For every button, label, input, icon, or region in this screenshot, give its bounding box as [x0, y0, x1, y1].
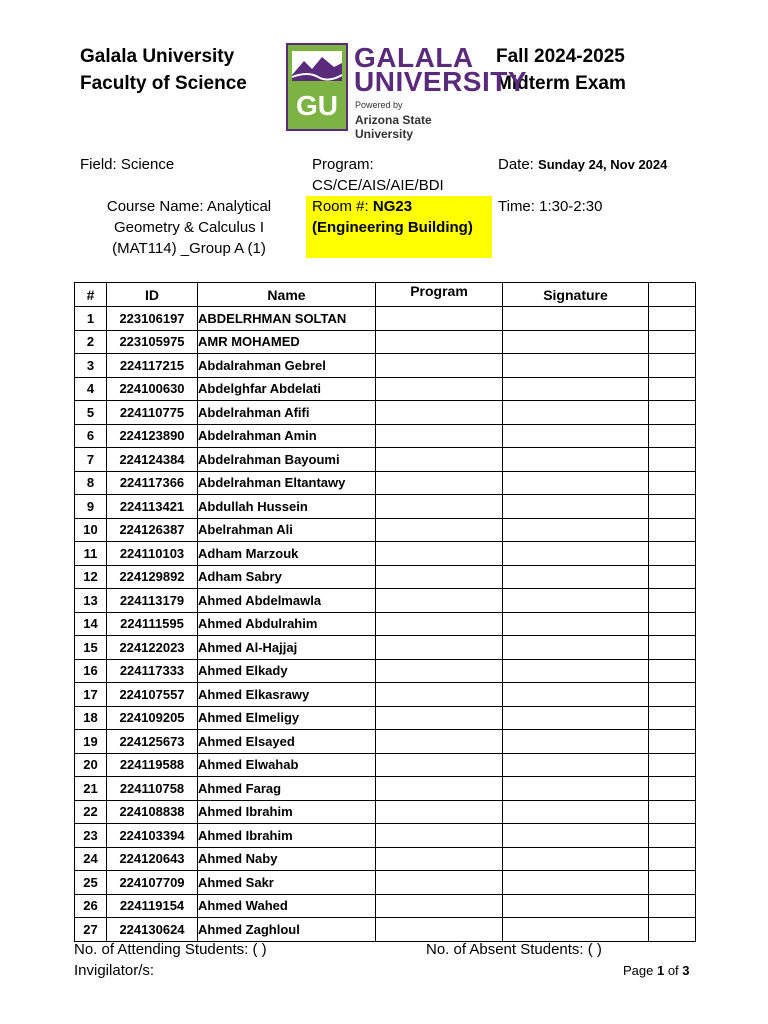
extra-cell [649, 424, 696, 448]
col-name-header: Name [198, 283, 376, 307]
extra-cell [649, 518, 696, 542]
table-row [75, 612, 696, 636]
row-number: 23 [75, 824, 107, 848]
col-program-header: Program [376, 283, 503, 307]
date-field [498, 154, 667, 175]
table-row [75, 730, 696, 754]
student-id: 224117366 [107, 471, 198, 495]
row-number: 4 [75, 377, 107, 401]
row-number: 27 [75, 918, 107, 942]
row-number: 16 [75, 659, 107, 683]
extra-cell [649, 777, 696, 801]
signature-cell [503, 377, 649, 401]
row-number: 22 [75, 800, 107, 824]
program-label: Program: [312, 156, 374, 173]
row-number: 18 [75, 706, 107, 730]
student-name: Abdelrahman Eltantawy [198, 471, 376, 495]
student-id: 224126387 [107, 518, 198, 542]
table-row [75, 847, 696, 871]
signature-cell [503, 706, 649, 730]
signature-cell [503, 307, 649, 331]
program-cell [376, 377, 503, 401]
table-row [75, 777, 696, 801]
student-id: 224124384 [107, 448, 198, 472]
program-cell [376, 918, 503, 942]
student-name: Ahmed Naby [198, 847, 376, 871]
program-cell [376, 800, 503, 824]
signature-cell [503, 612, 649, 636]
student-id: 224117215 [107, 354, 198, 378]
signature-cell [503, 894, 649, 918]
student-name: Abdelrahman Afifi [198, 401, 376, 425]
table-row [75, 401, 696, 425]
extra-cell [649, 659, 696, 683]
student-id: 224109205 [107, 706, 198, 730]
extra-cell [649, 448, 696, 472]
program-cell [376, 636, 503, 660]
term-label: Fall 2024-2025 [496, 46, 625, 67]
student-id: 224113179 [107, 589, 198, 613]
table-row [75, 894, 696, 918]
row-number: 12 [75, 565, 107, 589]
table-row [75, 354, 696, 378]
signature-cell [503, 659, 649, 683]
student-id: 224119154 [107, 894, 198, 918]
logo-emblem [286, 43, 348, 131]
signature-cell [503, 871, 649, 895]
row-number: 9 [75, 495, 107, 519]
signature-cell [503, 495, 649, 519]
logo-mark: GU [296, 90, 338, 121]
col-number-header: # [75, 283, 107, 307]
student-id: 224123890 [107, 424, 198, 448]
extra-cell [649, 565, 696, 589]
student-name: Ahmed Sakr [198, 871, 376, 895]
attending-count: No. of Attending Students: ( ) [74, 941, 267, 958]
course-line3: (MAT114) _Group A (1) [112, 240, 266, 257]
signature-cell [503, 636, 649, 660]
time-label: Time: 1:30-2:30 [498, 198, 603, 215]
student-id: 224107709 [107, 871, 198, 895]
student-name: Abelrahman Ali [198, 518, 376, 542]
signature-cell [503, 847, 649, 871]
program-cell [376, 589, 503, 613]
faculty-name: Faculty of Science [80, 73, 247, 94]
student-name: Ahmed Abdulrahim [198, 612, 376, 636]
student-id: 224110103 [107, 542, 198, 566]
extra-cell [649, 706, 696, 730]
student-id: 224107557 [107, 683, 198, 707]
program-cell [376, 753, 503, 777]
student-id: 223106197 [107, 307, 198, 331]
table-row [75, 706, 696, 730]
table-row [75, 424, 696, 448]
table-row [75, 565, 696, 589]
student-name: Adham Marzouk [198, 542, 376, 566]
row-number: 13 [75, 589, 107, 613]
attendance-table [74, 282, 696, 942]
student-name: Ahmed Zaghloul [198, 918, 376, 942]
program-cell [376, 871, 503, 895]
room-building: (Engineering Building) [312, 219, 473, 236]
signature-cell [503, 589, 649, 613]
extra-cell [649, 401, 696, 425]
logo-line2: UNIVERSITY [354, 66, 528, 97]
university-name: Galala University [80, 46, 235, 67]
signature-cell [503, 471, 649, 495]
student-id: 224122023 [107, 636, 198, 660]
signature-cell [503, 542, 649, 566]
program-cell [376, 777, 503, 801]
program-cell [376, 824, 503, 848]
signature-cell [503, 824, 649, 848]
course-name [80, 196, 298, 259]
col-extra-header [649, 283, 696, 307]
table-row [75, 753, 696, 777]
signature-cell [503, 424, 649, 448]
student-name: Ahmed Wahed [198, 894, 376, 918]
page-current: 1 [656, 963, 665, 978]
row-number: 8 [75, 471, 107, 495]
course-line1: Course Name: Analytical [106, 198, 272, 215]
room-label: Room #: [312, 198, 373, 215]
row-number: 2 [75, 330, 107, 354]
table-row [75, 918, 696, 942]
program-cell [376, 706, 503, 730]
table-row [75, 636, 696, 660]
row-number: 7 [75, 448, 107, 472]
signature-cell [503, 330, 649, 354]
program-cell [376, 894, 503, 918]
table-row [75, 824, 696, 848]
program-cell [376, 730, 503, 754]
course-line2: Geometry & Calculus I [113, 219, 265, 236]
program-cell [376, 354, 503, 378]
extra-cell [649, 636, 696, 660]
program-cell [376, 424, 503, 448]
extra-cell [649, 471, 696, 495]
student-id: 224111595 [107, 612, 198, 636]
col-signature-header: Signature [503, 283, 649, 307]
table-row [75, 683, 696, 707]
row-number: 24 [75, 847, 107, 871]
row-number: 26 [75, 894, 107, 918]
program-cell [376, 471, 503, 495]
student-id: 224103394 [107, 824, 198, 848]
signature-cell [503, 800, 649, 824]
extra-cell [649, 847, 696, 871]
extra-cell [649, 824, 696, 848]
table-row [75, 448, 696, 472]
student-name: Ahmed Elmeligy [198, 706, 376, 730]
table-row [75, 800, 696, 824]
page-total: 3 [682, 963, 690, 978]
student-name: Ahmed Al-Hajjaj [198, 636, 376, 660]
table-header-row [75, 283, 696, 307]
row-number: 11 [75, 542, 107, 566]
extra-cell [649, 683, 696, 707]
field-label: Field: Science [80, 156, 175, 173]
row-number: 19 [75, 730, 107, 754]
program-cell [376, 330, 503, 354]
row-number: 20 [75, 753, 107, 777]
student-name: Ahmed Ibrahim [198, 824, 376, 848]
program-cell [376, 612, 503, 636]
logo-partner: Arizona State University [355, 113, 432, 141]
student-id: 224113421 [107, 495, 198, 519]
row-number: 1 [75, 307, 107, 331]
extra-cell [649, 753, 696, 777]
signature-cell [503, 448, 649, 472]
student-id: 224130624 [107, 918, 198, 942]
extra-cell [649, 377, 696, 401]
student-name: Abdalrahman Gebrel [198, 354, 376, 378]
row-number: 25 [75, 871, 107, 895]
table-row [75, 589, 696, 613]
student-name: Ahmed Farag [198, 777, 376, 801]
table-row [75, 307, 696, 331]
table-row [75, 330, 696, 354]
program-value: CS/CE/AIS/AIE/BDI [312, 177, 444, 194]
date-label: Date: [498, 156, 539, 173]
signature-cell [503, 518, 649, 542]
extra-cell [649, 542, 696, 566]
date-value: Sunday 24, Nov 2024 [538, 157, 668, 172]
table-row [75, 659, 696, 683]
extra-cell [649, 730, 696, 754]
student-name: Abdullah Hussein [198, 495, 376, 519]
student-name: Ahmed Elwahab [198, 753, 376, 777]
student-id: 224129892 [107, 565, 198, 589]
student-name: Adham Sabry [198, 565, 376, 589]
program-cell [376, 307, 503, 331]
row-number: 17 [75, 683, 107, 707]
row-number: 15 [75, 636, 107, 660]
university-logo [286, 42, 528, 141]
program-cell [376, 565, 503, 589]
extra-cell [649, 354, 696, 378]
program-cell [376, 683, 503, 707]
program-cell [376, 401, 503, 425]
student-name: Ahmed Abdelmawla [198, 589, 376, 613]
program-cell [376, 659, 503, 683]
extra-cell [649, 495, 696, 519]
row-number: 5 [75, 401, 107, 425]
row-number: 3 [75, 354, 107, 378]
program-cell [376, 495, 503, 519]
signature-cell [503, 753, 649, 777]
signature-cell [503, 401, 649, 425]
page-prefix: Page [623, 963, 657, 978]
signature-cell [503, 354, 649, 378]
table-row [75, 377, 696, 401]
row-number: 21 [75, 777, 107, 801]
page-of: of [664, 963, 683, 978]
student-name: Ahmed Elsayed [198, 730, 376, 754]
exam-type: Midterm Exam [496, 73, 626, 94]
page-number [623, 963, 690, 978]
student-name: Ahmed Ibrahim [198, 800, 376, 824]
student-id: 224110758 [107, 777, 198, 801]
program-cell [376, 847, 503, 871]
student-name: ABDELRHMAN SOLTAN [198, 307, 376, 331]
student-name: Ahmed Elkady [198, 659, 376, 683]
logo-line1: GALALA [354, 42, 474, 73]
student-id: 224120643 [107, 847, 198, 871]
extra-cell [649, 918, 696, 942]
table-body [75, 307, 696, 942]
table-row [75, 871, 696, 895]
absent-count: No. of Absent Students: ( ) [426, 941, 602, 958]
student-name: Ahmed Elkasrawy [198, 683, 376, 707]
signature-cell [503, 730, 649, 754]
student-name: AMR MOHAMED [198, 330, 376, 354]
student-name: Abdelrahman Amin [198, 424, 376, 448]
row-number: 10 [75, 518, 107, 542]
student-id: 223105975 [107, 330, 198, 354]
student-name: Abdelrahman Bayoumi [198, 448, 376, 472]
room-value: NG23 [372, 198, 413, 215]
student-id: 224110775 [107, 401, 198, 425]
extra-cell [649, 612, 696, 636]
program-cell [376, 542, 503, 566]
student-name: Abdelghfar Abdelati [198, 377, 376, 401]
room-field [312, 196, 412, 217]
extra-cell [649, 894, 696, 918]
row-number: 14 [75, 612, 107, 636]
extra-cell [649, 307, 696, 331]
extra-cell [649, 589, 696, 613]
signature-cell [503, 918, 649, 942]
extra-cell [649, 800, 696, 824]
invigilator-label: Invigilator/s: [74, 962, 155, 979]
table-row [75, 495, 696, 519]
table-row [75, 518, 696, 542]
signature-cell [503, 683, 649, 707]
student-id: 224117333 [107, 659, 198, 683]
table-row [75, 542, 696, 566]
student-id: 224100630 [107, 377, 198, 401]
logo-powered: Powered by [355, 100, 403, 110]
program-cell [376, 518, 503, 542]
table-row [75, 471, 696, 495]
extra-cell [649, 871, 696, 895]
student-id: 224108838 [107, 800, 198, 824]
extra-cell [649, 330, 696, 354]
col-id-header: ID [107, 283, 198, 307]
signature-cell [503, 777, 649, 801]
signature-cell [503, 565, 649, 589]
student-id: 224119588 [107, 753, 198, 777]
program-cell [376, 448, 503, 472]
student-id: 224125673 [107, 730, 198, 754]
row-number: 6 [75, 424, 107, 448]
